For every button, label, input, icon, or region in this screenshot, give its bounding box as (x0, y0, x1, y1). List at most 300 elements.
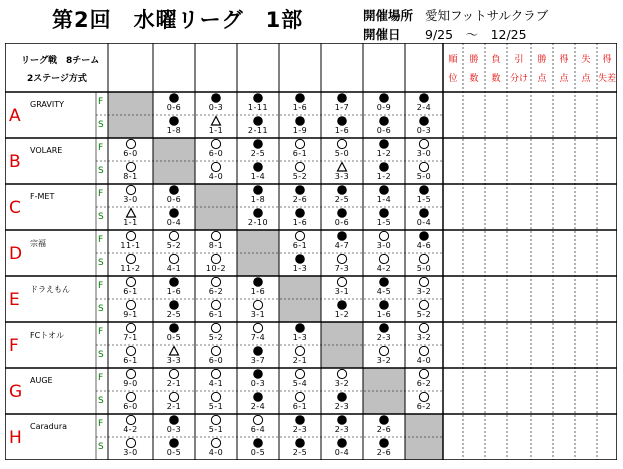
match-cell-B-E-f (279, 138, 321, 161)
match-score: 4-0 (208, 448, 224, 457)
page-title: 第2回 水曜リーグ 1部 (52, 8, 304, 32)
match-score: 7-3 (334, 264, 350, 273)
match-score: 6-0 (208, 356, 224, 365)
match-score: 3-3 (166, 356, 182, 365)
match-score: 6-0 (208, 149, 224, 158)
match-score: 0-3 (416, 126, 432, 135)
stat-wins (463, 368, 485, 414)
match-score: 10-2 (205, 264, 227, 273)
corner-line-1: リーグ戦 8チーム (21, 56, 100, 66)
match-cell-C-E-f (279, 184, 321, 207)
match-score: 4-2 (123, 425, 138, 434)
stat-header-line2: 失差 (597, 74, 616, 84)
stat-diff (597, 322, 617, 368)
match-score: 4-1 (166, 264, 182, 273)
stage-f-text: F (98, 143, 104, 153)
match-cell-G-E-f (279, 368, 321, 391)
stat-points (531, 322, 553, 368)
match-cell-H-F-f (321, 414, 363, 437)
stat-points (531, 230, 553, 276)
stat-wins (463, 138, 485, 184)
match-cell-F-E-f (279, 322, 321, 345)
match-score: 5-0 (416, 264, 432, 273)
match-cell-B-E-s (279, 161, 321, 184)
match-score: 1-9 (292, 126, 308, 135)
match-cell-B-F-s (321, 161, 363, 184)
stat-header-1 (463, 43, 485, 92)
match-cell-B-D-f (237, 138, 279, 161)
match-cell-E-D-s (237, 299, 279, 322)
stat-header-0 (443, 43, 463, 92)
stat-diff (597, 414, 617, 460)
stat-wins (463, 230, 485, 276)
match-score: 1-2 (334, 310, 350, 319)
match-score: 6-2 (416, 402, 432, 411)
stage-s-text: S (98, 442, 104, 452)
match-cell-H-B-s (153, 437, 195, 460)
match-score: 0-6 (166, 195, 182, 204)
stat-gf (553, 230, 575, 276)
match-score: 6-2 (208, 287, 224, 296)
match-score: 5-4 (292, 379, 308, 388)
stat-ga (575, 138, 597, 184)
match-score: 1-11 (247, 103, 269, 112)
team-name: F-MET (30, 192, 55, 201)
match-score: 3-1 (334, 287, 350, 296)
stat-header-3 (507, 43, 531, 92)
match-score: 3-2 (416, 333, 432, 342)
match-score: 3-2 (334, 379, 350, 388)
match-score: 4-0 (416, 356, 432, 365)
match-cell-D-G-s (363, 253, 405, 276)
stat-points (531, 184, 553, 230)
stage-f-text: F (98, 281, 104, 291)
stage-f-text: F (98, 235, 104, 245)
stage-label-f (96, 276, 108, 299)
match-cell-F-H-f (405, 322, 443, 345)
stage-label-f (96, 414, 108, 437)
stat-header-line2: 数 (491, 74, 501, 84)
stat-gf (553, 322, 575, 368)
stat-ga (575, 368, 597, 414)
match-cell-H-D-f (237, 414, 279, 437)
stat-ga (575, 184, 597, 230)
match-score: 0-5 (250, 448, 266, 457)
stage-label-s (96, 253, 108, 276)
stat-header-line2: 点 (537, 74, 547, 84)
match-score: 2-1 (166, 379, 182, 388)
team-letter: D (9, 244, 23, 264)
match-cell-G-B-s (153, 391, 195, 414)
match-cell-A-B-s (153, 115, 195, 138)
stat-points (531, 276, 553, 322)
match-score: 2-4 (250, 402, 266, 411)
match-cell-B-G-s (363, 161, 405, 184)
team-letter: B (9, 152, 21, 172)
stat-gf (553, 276, 575, 322)
match-cell-C-B-f (153, 184, 195, 207)
match-score: 1-8 (166, 126, 182, 135)
match-score: 3-3 (334, 172, 350, 181)
team-cell-H (5, 414, 96, 460)
stat-points (531, 414, 553, 460)
stage-f-text: F (98, 373, 104, 383)
match-score: 5-2 (292, 172, 308, 181)
stat-header-line1: 負 (491, 55, 501, 65)
match-cell-C-H-s (405, 207, 443, 230)
team-cell-D (5, 230, 96, 276)
match-score: 0-6 (376, 126, 392, 135)
stat-losses (485, 414, 507, 460)
match-cell-G-B-f (153, 368, 195, 391)
stage-f-text: F (98, 189, 104, 199)
corner-header (5, 43, 108, 92)
match-score: 7-4 (250, 333, 266, 342)
match-score: 2-6 (292, 195, 308, 204)
stat-header-line1: 得 (602, 55, 612, 65)
match-cell-A-G-f (363, 92, 405, 115)
match-score: 2-5 (166, 310, 182, 319)
match-cell-C-B-s (153, 207, 195, 230)
stat-gf (553, 368, 575, 414)
match-cell-F-C-f (195, 322, 237, 345)
match-cell-H-G-s (363, 437, 405, 460)
match-cell-E-H-s (405, 299, 443, 322)
match-score: 6-1 (123, 287, 138, 296)
match-score: 1-5 (416, 195, 432, 204)
stat-header-line2: 点 (581, 74, 591, 84)
match-score: 1-2 (376, 149, 392, 158)
match-score: 5-0 (334, 149, 350, 158)
match-score: 4-0 (208, 172, 224, 181)
match-score: 0-3 (250, 379, 266, 388)
match-score: 4-1 (208, 379, 224, 388)
match-score: 1-2 (376, 172, 392, 181)
match-score: 9-0 (123, 379, 138, 388)
match-cell-C-A-s (108, 207, 153, 230)
stage-f-text: F (98, 419, 104, 429)
match-cell-D-C-s (195, 253, 237, 276)
match-score: 2-5 (250, 149, 266, 158)
stat-wins (463, 184, 485, 230)
stat-gf (553, 184, 575, 230)
stage-label-f (96, 322, 108, 345)
stat-header-line1: 順 (448, 55, 458, 65)
match-cell-H-C-f (195, 414, 237, 437)
match-cell-E-G-s (363, 299, 405, 322)
match-cell-D-G-f (363, 230, 405, 253)
stat-wins (463, 92, 485, 138)
match-score: 1-6 (250, 287, 266, 296)
stat-rank (443, 138, 463, 184)
match-cell-D-B-s (153, 253, 195, 276)
match-cell-D-B-f (153, 230, 195, 253)
match-cell-E-G-f (363, 276, 405, 299)
stage-label-s (96, 299, 108, 322)
team-cell-B (5, 138, 96, 184)
stage-s-text: S (98, 258, 104, 268)
match-score: 6-1 (208, 310, 224, 319)
stat-losses (485, 322, 507, 368)
match-score: 8-1 (123, 172, 138, 181)
match-cell-A-C-s (195, 115, 237, 138)
match-score: 5-1 (208, 425, 224, 434)
stat-header-line2: 数 (469, 74, 479, 84)
match-cell-C-D-f (237, 184, 279, 207)
stat-losses (485, 184, 507, 230)
match-score: 2-3 (334, 425, 350, 434)
stat-rank (443, 184, 463, 230)
stat-header-line1: 勝 (537, 55, 547, 65)
match-cell-B-C-s (195, 161, 237, 184)
team-letter: A (9, 106, 21, 126)
stage-s-text: S (98, 212, 104, 222)
team-cell-E (5, 276, 96, 322)
stat-draws (507, 230, 531, 276)
column-header-D (237, 43, 279, 92)
stat-header-2 (485, 43, 507, 92)
stat-draws (507, 276, 531, 322)
match-cell-D-C-f (195, 230, 237, 253)
match-score: 6-1 (292, 402, 308, 411)
match-cell-F-E-s (279, 345, 321, 368)
match-cell-D-H-f (405, 230, 443, 253)
stat-header-5 (553, 43, 575, 92)
stat-ga (575, 230, 597, 276)
match-score: 2-3 (292, 425, 308, 434)
match-score: 1-6 (334, 126, 350, 135)
stage-s-text: S (98, 166, 104, 176)
match-cell-D-A-f (108, 230, 153, 253)
match-score: 4-5 (376, 287, 392, 296)
date-value: 9/25 ～ 12/25 (425, 27, 527, 42)
match-cell-H-E-s (279, 437, 321, 460)
column-header-A (108, 43, 153, 92)
league-table (5, 43, 617, 461)
match-score: 9-1 (123, 310, 138, 319)
stat-draws (507, 322, 531, 368)
match-score: 0-3 (166, 425, 182, 434)
match-score: 6-1 (292, 241, 308, 250)
stage-f-text: F (98, 97, 104, 107)
match-cell-C-E-s (279, 207, 321, 230)
stat-rank (443, 92, 463, 138)
match-cell-G-E-s (279, 391, 321, 414)
match-score: 1-6 (292, 218, 308, 227)
match-score: 1-3 (292, 264, 308, 273)
match-score: 1-4 (376, 195, 392, 204)
match-cell-E-F-s (321, 299, 363, 322)
match-score: 3-0 (123, 448, 138, 457)
stat-points (531, 92, 553, 138)
match-cell-B-H-f (405, 138, 443, 161)
match-cell-E-B-s (153, 299, 195, 322)
match-score: 3-2 (376, 356, 392, 365)
match-cell-H-G-f (363, 414, 405, 437)
match-score: 0-3 (208, 103, 224, 112)
match-score: 3-1 (250, 310, 266, 319)
match-score: 0-5 (166, 333, 182, 342)
match-cell-G-A-s (108, 391, 153, 414)
match-score: 6-0 (123, 402, 138, 411)
match-score: 4-2 (376, 264, 392, 273)
match-score: 1-1 (123, 218, 138, 227)
stat-header-line1: 引 (514, 55, 524, 65)
stage-label-s (96, 345, 108, 368)
stage-label-f (96, 230, 108, 253)
match-cell-H-F-s (321, 437, 363, 460)
match-cell-C-D-s (237, 207, 279, 230)
match-cell-A-F-s (321, 115, 363, 138)
stat-rank (443, 276, 463, 322)
match-cell-D-E-f (279, 230, 321, 253)
match-score: 2-1 (292, 356, 308, 365)
stat-header-7 (597, 43, 617, 92)
match-score: 1-6 (376, 310, 392, 319)
match-score: 2-5 (292, 448, 308, 457)
match-cell-D-F-f (321, 230, 363, 253)
stat-header-4 (531, 43, 553, 92)
match-score: 4-6 (416, 241, 432, 250)
match-cell-E-C-s (195, 299, 237, 322)
stat-points (531, 368, 553, 414)
match-score: 6-1 (292, 149, 308, 158)
team-letter: F (9, 336, 19, 356)
match-score: 2-11 (247, 126, 269, 135)
match-cell-F-D-f (237, 322, 279, 345)
team-name: Caradura (30, 422, 68, 431)
stat-header-line2: 位 (448, 74, 458, 84)
date-label: 開催日 (363, 27, 401, 42)
stat-gf (553, 138, 575, 184)
stage-label-s (96, 391, 108, 414)
stat-header-line1: 勝 (469, 55, 479, 65)
match-score: 2-3 (334, 402, 350, 411)
match-cell-D-A-s (108, 253, 153, 276)
match-cell-A-B-f (153, 92, 195, 115)
team-name: ドラえもん (30, 285, 70, 294)
match-cell-H-C-s (195, 437, 237, 460)
stat-gf (553, 92, 575, 138)
match-score: 11-2 (120, 264, 141, 273)
stat-header-line1: 得 (559, 55, 569, 65)
venue-label: 開催場所 (363, 8, 414, 23)
team-cell-F (5, 322, 96, 368)
team-letter: C (9, 198, 21, 218)
match-score: 5-2 (166, 241, 182, 250)
stat-losses (485, 230, 507, 276)
match-score: 5-2 (208, 333, 224, 342)
venue-row (363, 6, 548, 24)
match-cell-F-A-f (108, 322, 153, 345)
match-score: 3-0 (416, 149, 432, 158)
team-name: AUGE (30, 376, 53, 385)
team-letter: G (9, 382, 23, 402)
stat-ga (575, 276, 597, 322)
stat-diff (597, 230, 617, 276)
match-cell-A-D-s (237, 115, 279, 138)
match-cell-F-H-s (405, 345, 443, 368)
column-header-B (153, 43, 195, 92)
stat-ga (575, 322, 597, 368)
column-header-G (363, 43, 405, 92)
match-cell-G-C-f (195, 368, 237, 391)
stat-wins (463, 322, 485, 368)
match-cell-G-A-f (108, 368, 153, 391)
stat-wins (463, 276, 485, 322)
stage-f-text: F (98, 327, 104, 337)
match-score: 5-2 (416, 310, 432, 319)
stat-header-line2: 分け (509, 74, 528, 84)
stat-rank (443, 368, 463, 414)
stage-label-f (96, 138, 108, 161)
team-cell-G (5, 368, 96, 414)
match-cell-C-G-s (363, 207, 405, 230)
match-score: 2-6 (376, 425, 392, 434)
match-cell-C-F-s (321, 207, 363, 230)
stat-losses (485, 92, 507, 138)
match-score: 5-0 (416, 172, 432, 181)
match-score: 1-6 (292, 103, 308, 112)
match-score: 3-7 (250, 356, 266, 365)
match-score: 2-5 (334, 195, 350, 204)
match-cell-B-G-f (363, 138, 405, 161)
match-cell-A-H-f (405, 92, 443, 115)
match-cell-H-B-f (153, 414, 195, 437)
match-score: 0-6 (166, 103, 182, 112)
stat-diff (597, 276, 617, 322)
match-score: 2-3 (376, 333, 392, 342)
stat-draws (507, 414, 531, 460)
match-cell-F-G-s (363, 345, 405, 368)
match-cell-H-A-s (108, 437, 153, 460)
stat-diff (597, 184, 617, 230)
match-cell-B-F-f (321, 138, 363, 161)
match-cell-E-C-f (195, 276, 237, 299)
stat-losses (485, 368, 507, 414)
match-score: 7-1 (123, 333, 138, 342)
stage-label-f (96, 184, 108, 207)
stage-label-s (96, 437, 108, 460)
match-cell-H-E-f (279, 414, 321, 437)
stat-draws (507, 368, 531, 414)
match-cell-D-E-s (279, 253, 321, 276)
match-score: 3-2 (416, 287, 432, 296)
match-cell-B-D-s (237, 161, 279, 184)
match-cell-C-H-f (405, 184, 443, 207)
match-cell-A-F-f (321, 92, 363, 115)
stat-diff (597, 368, 617, 414)
team-cell-C (5, 184, 96, 230)
stage-s-text: S (98, 396, 104, 406)
stage-s-text: S (98, 304, 104, 314)
match-score: 0-4 (334, 448, 350, 457)
match-score: 0-6 (334, 218, 350, 227)
match-cell-E-D-f (237, 276, 279, 299)
column-header-F (321, 43, 363, 92)
column-header-C (195, 43, 237, 92)
stat-rank (443, 414, 463, 460)
match-cell-F-G-f (363, 322, 405, 345)
match-score: 6-2 (416, 379, 432, 388)
stat-draws (507, 138, 531, 184)
match-score: 8-1 (208, 241, 224, 250)
match-cell-E-F-f (321, 276, 363, 299)
column-header-E (279, 43, 321, 92)
match-cell-G-H-s (405, 391, 443, 414)
match-score: 2-4 (416, 103, 432, 112)
match-score: 0-4 (166, 218, 182, 227)
